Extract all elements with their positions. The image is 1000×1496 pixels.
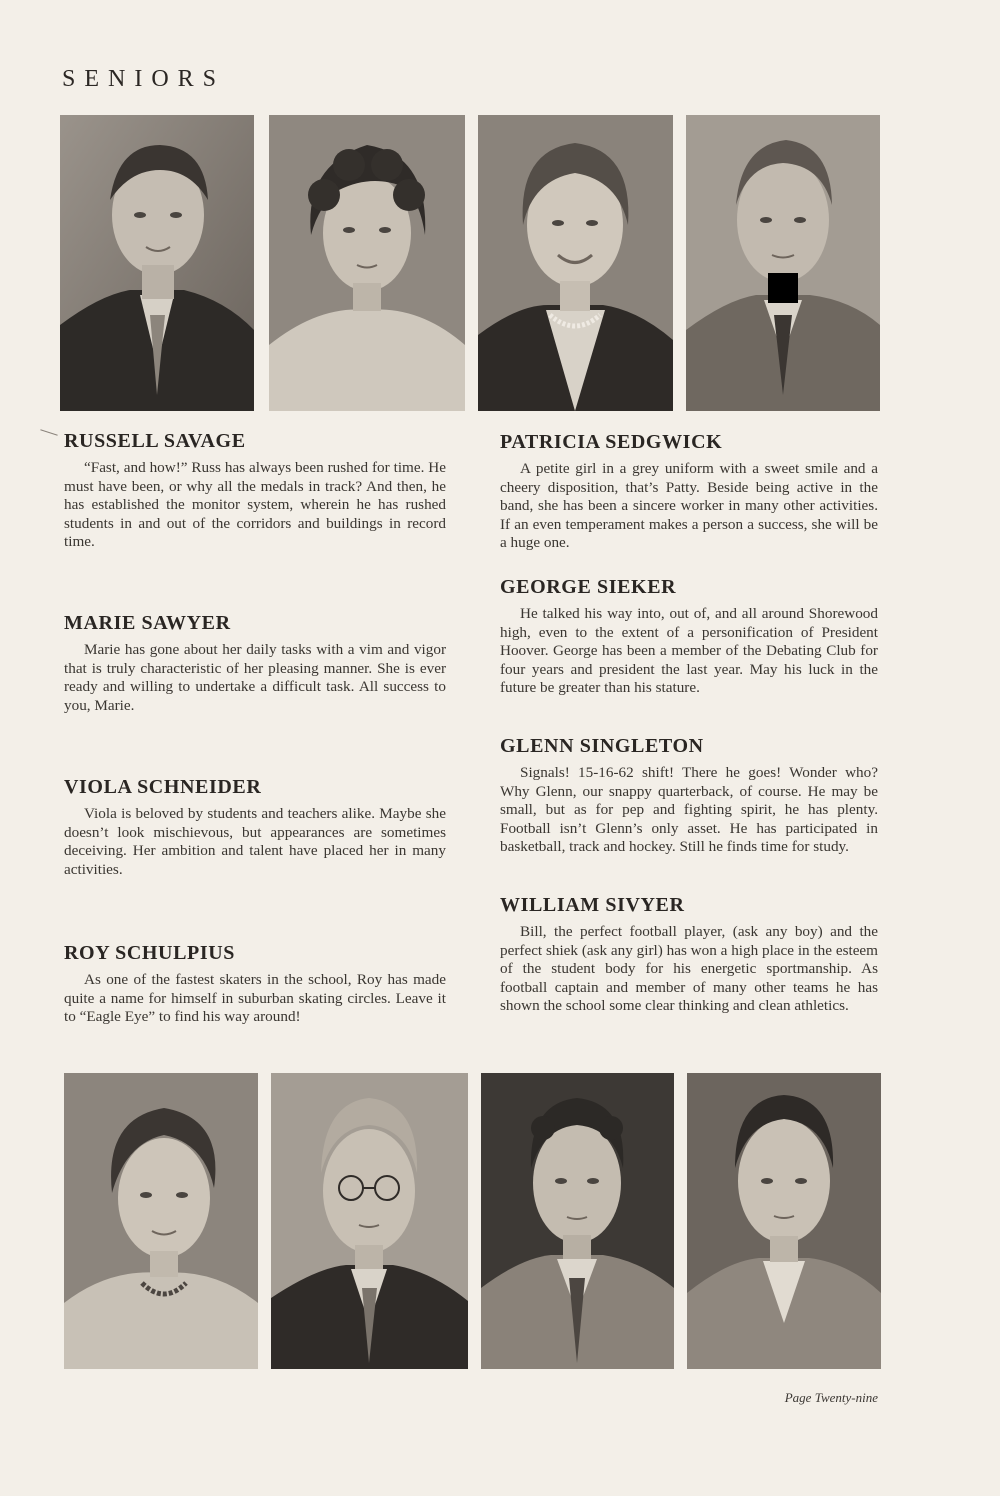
portrait-photo — [60, 115, 254, 411]
portrait-photo — [64, 1073, 258, 1369]
bio-text: “Fast, and how!” Russ has always been rushed for time. He must have been, or why all the medals in track? And then, he has established the monitor system, wherein he has rushed students in and out of the corridors and buildings in record time. — [64, 459, 446, 551]
bio-entry — [64, 776, 446, 879]
bio-text: Viola is beloved by students and teachers alike. Maybe she doesn’t look mischievous, but appearances are sometimes deceiving. Her ambition and talent have placed her in many activities. — [64, 805, 446, 878]
bio-name: PATRICIA SEDGWICK — [500, 431, 723, 453]
bio-entry — [500, 735, 878, 857]
portrait-photo — [687, 1073, 881, 1369]
bio-text: Bill, the perfect football player, (ask any boy) and the perfect shiek (ask any girl) has won a high place in the esteem of the student body for his energetic sportmanship. As football captain and member of many other teams he has shown the school some clear thinking and clean athletics. — [500, 923, 878, 1015]
portrait-photo — [478, 115, 673, 411]
bio-entry — [500, 431, 878, 553]
bio-name: VIOLA SCHNEIDER — [64, 776, 262, 798]
portrait-photo — [481, 1073, 674, 1369]
bio-text: He talked his way into, out of, and all around Shorewood high, even to the extent of a personification of President Hoover. George has been a member of the Debating Club for four years and president the last year. May his luck in the future be greater than his stature. — [500, 605, 878, 697]
bio-text: Signals! 15-16-62 shift! There he goes! Wonder who? Why Glenn, our snappy quarterback, of course. He may be small, but as for pep and fighting spirit, he has plenty. Football isn’t Glenn’s only asset. He has participated in basketball, track and hockey. Still he finds time for study. — [500, 764, 878, 856]
bio-entry — [500, 894, 878, 1016]
bio-entry — [64, 612, 446, 715]
bio-text: Marie has gone about her daily tasks with a vim and vigor that is truly characteristic of her pleasing manner. She is ever ready and willing to undertake a difficult task. All success to you, Marie. — [64, 641, 446, 714]
portrait-photo — [686, 115, 880, 411]
page-title: SENIORS — [62, 66, 226, 92]
bio-name: MARIE SAWYER — [64, 612, 231, 634]
top-photo-row — [60, 115, 880, 411]
decorative-mark — [40, 429, 57, 436]
portrait-photo — [269, 115, 465, 411]
page-number: Page Twenty-nine — [784, 1390, 878, 1405]
bio-name: GLENN SINGLETON — [500, 735, 704, 757]
bio-text: A petite girl in a grey uniform with a sweet smile and a cheery disposition, that’s Patty. Beside being active in the band, she has been a sincere worker in many other activities. If an even temperament makes a person a success, she will be a huge one. — [500, 460, 878, 552]
bottom-photo-row — [64, 1073, 881, 1369]
bio-name: GEORGE SIEKER — [500, 576, 677, 598]
bio-entry — [500, 576, 878, 698]
bio-name: WILLIAM SIVYER — [500, 894, 685, 916]
portrait-photo — [271, 1073, 468, 1369]
bio-name: RUSSELL SAVAGE — [64, 430, 246, 452]
bio-text: As one of the fastest skaters in the school, Roy has made quite a name for himself in suburban skating circles. Leave it to “Eagle Eye” to find his way around! — [64, 971, 446, 1026]
bio-entry — [64, 942, 446, 1027]
bio-name: ROY SCHULPIUS — [64, 942, 235, 964]
bio-entry — [64, 430, 446, 552]
